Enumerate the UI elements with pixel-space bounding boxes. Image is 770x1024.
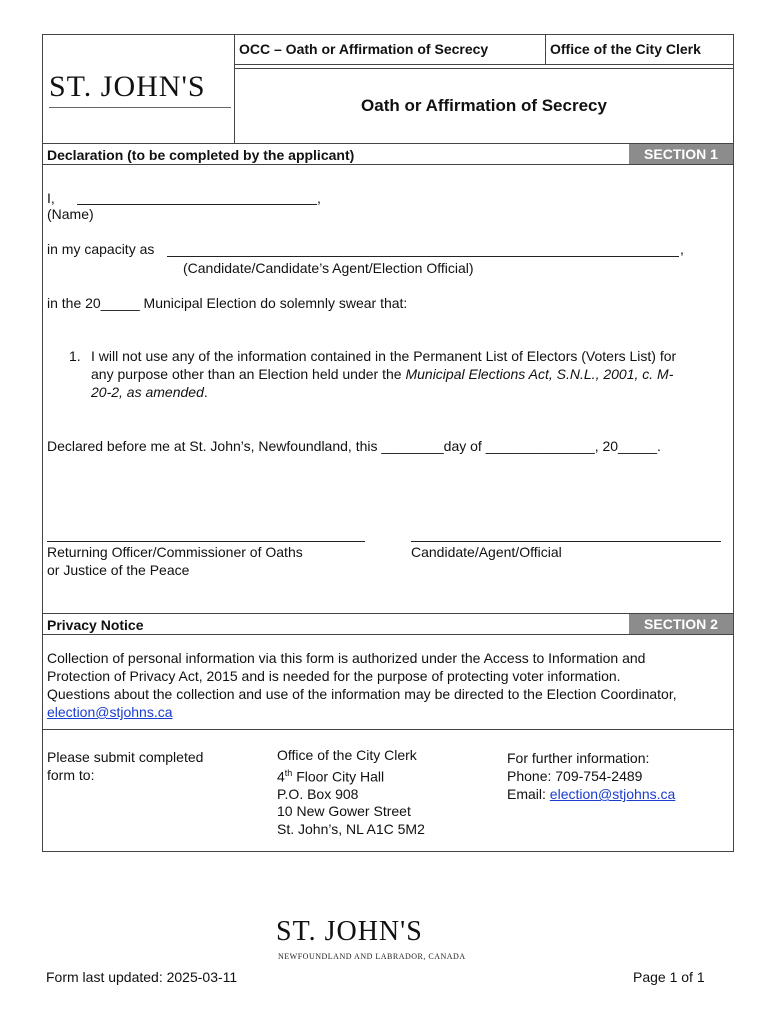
- address-line-2: [277, 765, 425, 786]
- address-line-1: Office of the City Clerk: [277, 747, 417, 763]
- form-title: Oath or Affirmation of Secrecy: [361, 96, 607, 115]
- item-number: 1.: [69, 348, 81, 364]
- form-code-title: OCC – Oath or Affirmation of Secrecy: [235, 35, 546, 65]
- contact-email-label: Email:: [507, 786, 550, 802]
- item-line-2: [91, 366, 673, 382]
- office-name: Office of the City Clerk: [550, 41, 701, 57]
- section2-label: Privacy Notice: [47, 617, 144, 633]
- candidate-signature-field[interactable]: [411, 541, 721, 542]
- form-updated-date: Form last updated: 2025-03-11: [46, 969, 238, 985]
- footer-logo-subtitle: NEWFOUNDLAND AND LABRADOR, CANADA: [278, 952, 466, 961]
- privacy-line-2: Protection of Privacy Act, 2015 and is needed for the purpose of protecting voter information.: [47, 668, 621, 684]
- officer-signature-label: Returning Officer/Commissioner of Oaths: [47, 544, 303, 560]
- capacity-field[interactable]: [167, 256, 679, 257]
- section1-label: Declaration (to be completed by the applicant): [47, 147, 355, 163]
- item-line-1: I will not use any of the information contained in the Permanent List of Electors (Voters List) for: [91, 348, 677, 364]
- name-prefix: I,: [47, 190, 55, 206]
- address-line-5: St. John’s, NL A1C 5M2: [277, 820, 425, 837]
- officer-signature-label-2: or Justice of the Peace: [47, 562, 190, 578]
- contact-info: [507, 749, 675, 803]
- header-top-row: [235, 35, 733, 65]
- floor-rest: Floor City Hall: [292, 768, 385, 785]
- mailing-address: [277, 747, 425, 838]
- contact-phone: Phone: 709-754-2489: [507, 768, 643, 784]
- capacity-suffix: ,: [680, 241, 684, 257]
- capacity-caption: (Candidate/Candidate’s Agent/Election Official): [183, 260, 474, 276]
- section2-tag: SECTION 2: [629, 614, 733, 634]
- name-field[interactable]: [77, 204, 317, 205]
- contact-email-link[interactable]: election@stjohns.ca: [549, 786, 676, 802]
- name-suffix: ,: [317, 190, 321, 206]
- item-line-3-end: .: [203, 384, 208, 400]
- privacy-notice: [47, 649, 731, 721]
- floor-number: 4: [277, 768, 285, 785]
- privacy-email-link[interactable]: election@stjohns.ca: [47, 704, 173, 720]
- logo-divider: [49, 107, 231, 108]
- act-citation-end: 20-2, as amended: [91, 384, 204, 400]
- logo-cell: [43, 35, 235, 143]
- contact-heading: For further information:: [507, 750, 650, 766]
- declared-line: Declared before me at St. John’s, Newfoundland, this ________day of ______________, 20_____.: [47, 438, 661, 454]
- act-citation: Municipal Elections Act, S.N.L., 2001, c. M-: [405, 366, 674, 382]
- candidate-signature-label: Candidate/Agent/Official: [411, 544, 562, 560]
- form-header: [43, 35, 733, 143]
- capacity-prefix: in my capacity as: [47, 241, 155, 257]
- submit-prompt-1: Please submit completed: [47, 749, 204, 765]
- floor-suffix: th: [284, 767, 293, 778]
- page-number: Page 1 of 1: [633, 969, 705, 985]
- item-line-2-plain: any purpose other than an Election held under the: [91, 366, 406, 382]
- election-line: in the 20_____ Municipal Election do solemnly swear that:: [47, 295, 408, 311]
- city-logo: ST. JOHN'S: [49, 70, 206, 103]
- officer-signature-field[interactable]: [47, 541, 365, 542]
- contact-email: [507, 785, 675, 803]
- address-line-4: 10 New Gower Street: [277, 803, 411, 820]
- item-line-3: [91, 384, 208, 400]
- name-caption: (Name): [47, 206, 94, 222]
- form-frame: [42, 34, 734, 852]
- submit-prompt-2: form to:: [47, 767, 95, 783]
- section1-tag: SECTION 1: [629, 144, 733, 164]
- section2-header: [43, 613, 733, 635]
- privacy-line-1: Collection of personal information via this form is authorized under the Access to Information and: [47, 650, 646, 666]
- privacy-line-3: Questions about the collection and use of the information may be directed to the Election Coordinator,: [47, 686, 677, 702]
- section1-header: [43, 143, 733, 165]
- footer-logo: ST. JOHN'S: [276, 916, 423, 947]
- address-line-3: P.O. Box 908: [277, 785, 359, 802]
